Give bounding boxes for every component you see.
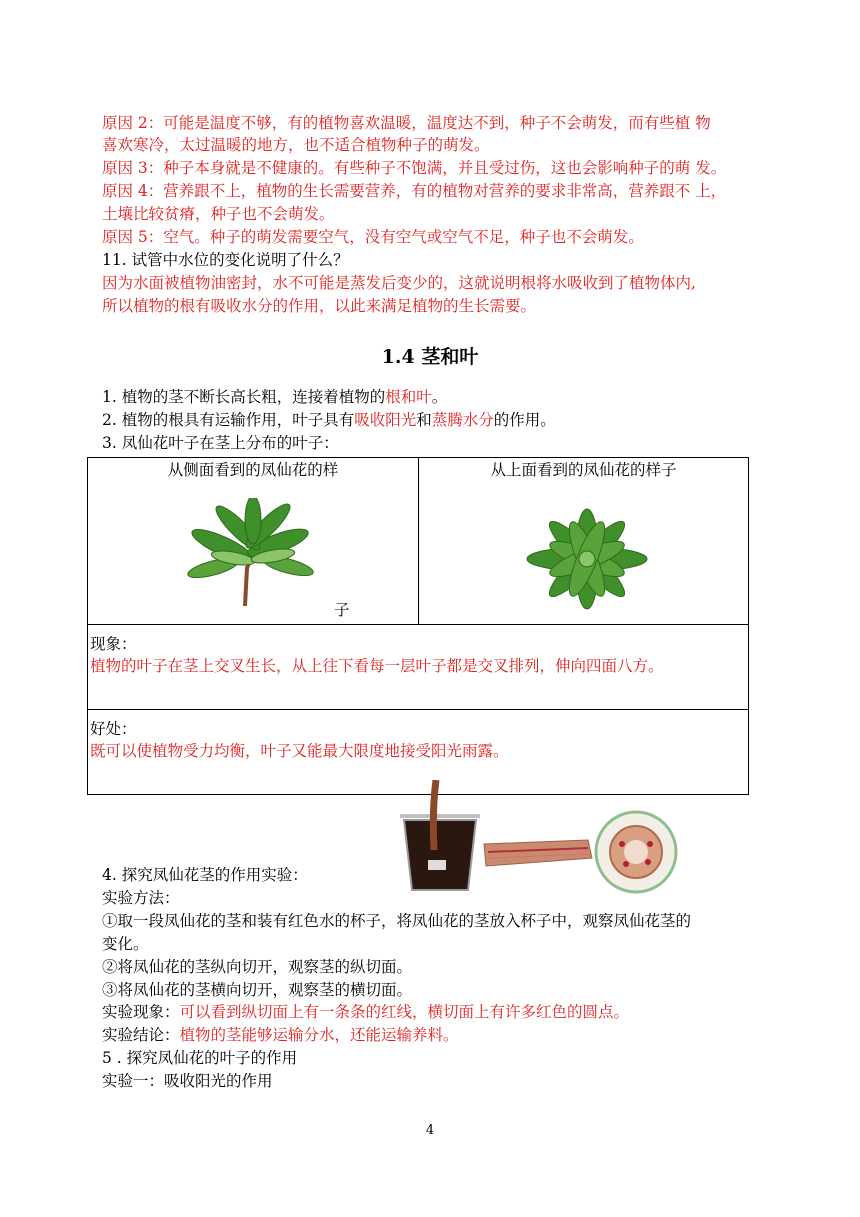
reason-2-line2: 喜欢寒冷，太过温暖的地方，也不适合植物种子的萌发。 — [102, 136, 490, 154]
item-4: 4. 探究凤仙花茎的作用实验： — [102, 866, 308, 884]
item-3: 3. 凤仙花叶子在茎上分布的叶子： — [102, 434, 339, 452]
item-2 — [102, 409, 556, 431]
item-1-suffix: 。 — [431, 388, 448, 406]
question-11: 11. 试管中水位的变化说明了什么？ — [102, 251, 349, 269]
reason-2-line1: 原因 2：可能是温度不够，有的植物喜欢温暖，温度达不到，种子不会萌发，而有些植 物 — [102, 114, 711, 132]
side-view-caption: 从侧面看到的凤仙花的样 — [167, 461, 339, 479]
reason-4-line2: 土壤比较贫瘠，种子也不会萌发。 — [102, 205, 335, 223]
item-2-suffix: 的作用。 — [493, 411, 556, 429]
observation-label: 实验现象： — [102, 1003, 180, 1021]
page-number: 4 — [425, 1123, 435, 1138]
stem-experiment-photos — [360, 780, 720, 900]
benefit-text: 既可以使植物受力均衡，叶子又能最大限度地接受阳光雨露。 — [90, 742, 509, 760]
step-1-line2: 变化。 — [102, 935, 149, 953]
observation — [102, 1001, 629, 1023]
experiment-1: 实验一：吸收阳光的作用 — [102, 1072, 273, 1090]
side-view-plant-image — [183, 498, 333, 608]
reason-5: 原因 5：空气。种子的萌发需要空气，没有空气或空气不足，种子也不会萌发。 — [102, 228, 644, 246]
step-1-line1: ①取一段凤仙花的茎和装有红色水的杯子，将凤仙花的茎放入杯子中，观察凤仙花茎的 — [102, 912, 692, 930]
item-2-prefix: 2. 植物的根具有运输作用，叶子具有 — [102, 411, 355, 429]
leaf-arrangement-table — [87, 457, 749, 795]
item-1-answer: 根和叶 — [385, 388, 432, 406]
phenomenon-text: 植物的叶子在茎上交叉生长，从上往下看每一层叶子都是交叉排列，伸向四面八方。 — [90, 657, 664, 675]
reason-3: 原因 3：种子本身就是不健康的。有些种子不饱满，并且受过伤，这也会影响种子的萌 发。 — [102, 159, 727, 177]
side-view-caption-tail: 子 — [334, 601, 350, 619]
observation-text: 可以看到纵切面上有一条条的红线，横切面上有许多红色的圆点。 — [179, 1003, 630, 1021]
reason-4-line1: 原因 4：营养跟不上，植物的生长需要营养，有的植物对营养的要求非常高，营养跟不 上， — [102, 182, 727, 200]
item-2-answer-2: 蒸腾水分 — [431, 411, 494, 429]
top-view-plant-image — [517, 504, 657, 614]
step-2: ②将凤仙花的茎纵向切开，观察茎的纵切面。 — [102, 958, 413, 976]
answer-11-line2: 所以植物的根有吸收水分的作用，以此来满足植物的生长需要。 — [102, 297, 537, 315]
method-label: 实验方法： — [102, 889, 180, 907]
phenomenon-label: 现象： — [90, 635, 137, 653]
section-title: 1.4 茎和叶 — [381, 346, 479, 368]
item-5: 5 . 探究凤仙花的叶子的作用 — [102, 1049, 298, 1067]
answer-11-line1: 因为水面被植物油密封，水不可能是蒸发后变少的，这就说明根将水吸收到了植物体内, — [102, 274, 696, 292]
conclusion — [102, 1024, 459, 1046]
conclusion-text: 植物的茎能够运输分水，还能运输养料。 — [179, 1026, 459, 1044]
item-1 — [102, 386, 447, 408]
phenomenon-cell — [88, 625, 749, 710]
item-2-mid: 和 — [416, 411, 432, 429]
conclusion-label: 实验结论： — [102, 1026, 180, 1044]
top-view-caption: 从上面看到的凤仙花的样子 — [490, 461, 677, 479]
step-3: ③将凤仙花的茎横向切开，观察茎的横切面。 — [102, 981, 413, 999]
item-2-answer-1: 吸收阳光 — [354, 411, 417, 429]
top-view-cell — [419, 458, 749, 625]
item-1-prefix: 1. 植物的茎不断长高长粗，连接着植物的 — [102, 388, 386, 406]
benefit-label: 好处： — [90, 720, 137, 738]
side-view-cell — [88, 458, 419, 625]
